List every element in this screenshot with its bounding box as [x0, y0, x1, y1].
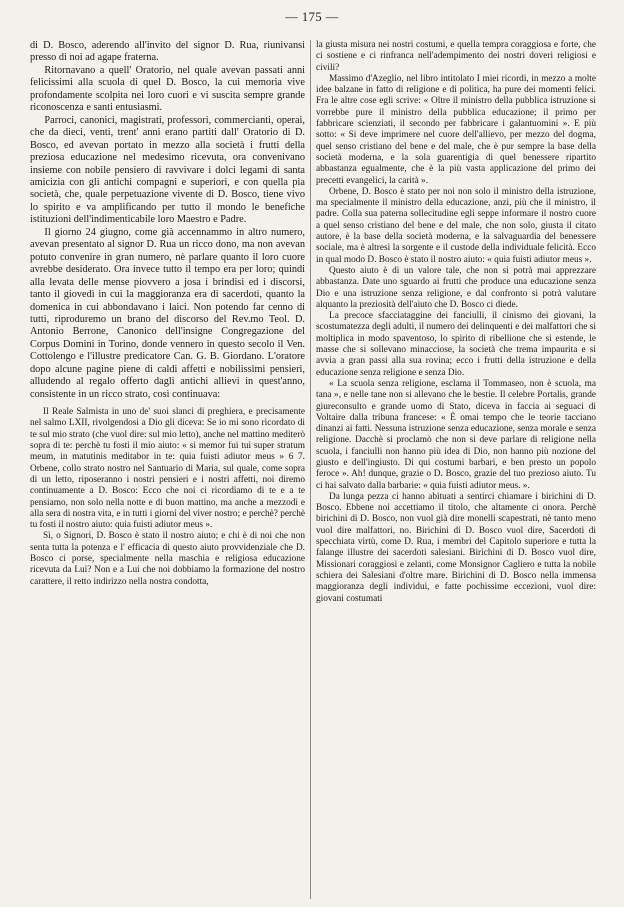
paragraph: Massimo d'Azeglio, nel libro intitolato I miei ricordi, in mezzo a molte idee balzane in fatto di religione e di politica, ha pure dei momenti felici. Fra le altre cose egli scrive: « Oltre il ministro della pubblica istruzione si vorrebbe pure il ministro della pubblica educazione; il primo per fabbricare scienziati, il secondo per fabbricare i galantuomini ». E più sotto: « Si deve imprimere nel cuore dell'allievo, per mezzo del dogma, quel senso cristiano del bene e del male, che è pur sempre la base della società moderna, e la sola guarentigia di quel benessere ripartito abbastanza egualmente, che è la più vasta applicazione del primo dei precetti evangelici, la carità ». [316, 73, 596, 186]
column-divider [310, 40, 311, 899]
paragraph: Il giorno 24 giugno, come già accennammo in altro numero, avevan presentato al signor D. Rua un ricco dono, ma non avevan potuto convenire in gran numero, nè parlare quanto il loro cuore avrebbe desiderato. Ora invece tutto il tempo era per loro; quindi alla levata delle mense piovvero a josa i brindisi ed i discorsi, tanto il giovedì in cui la maggioranza era di sacerdoti, quanto la domenica in cui abbondavano i laici. Non potendo far cenno di tutti, riproduremo un brano del discorso del Rev.mo Teol. D. Antonio Berrone, Canonico dell'insigne Congregazione del Corpus Domini in Torino, donde vennero in questo secolo il Ven. Cottolengo e l'illustre predicatore Can. G. B. Giordano. L'oratore dopo alcune pagine piene di caldi affetti e nobilissimi pensieri, alludendo al regalo offerto dagli antichi allievi in quest'anno, consistente in un ricco strato, così continuava: [30, 226, 305, 400]
paragraph: Da lunga pezza ci hanno abituati a sentirci chiamare i birichini di D. Bosco. Ebbene noi accettiamo il titolo, che altamente ci onora. Perchè birichini di D. Bosco, non vuol già dire monelli scapestrati, nè tanto meno vuol dire malfattori, no. Birichini di D. Bosco vuol dire, Sacerdoti di specchiata virtù, come D. Rua, i membri del Capitolo superiore e tutta la falange illustre dei sacerdoti salesiani. Birichini di D. Bosco vuol dire, Missionari coraggiosi e zelanti, come Monsignor Cagliero e tutta la nobile schiera dei Salesiani d'oltre mare. Birichini di D. Bosco nella immensa maggioranza degli individui, e fatte pochissime eccezioni, vuol dire: giovani costumati [316, 491, 596, 604]
paragraph: Questo aiuto è di un valore tale, che non si potrà mai apprezzare abbastanza. Date uno sguardo ai frutti che produce una educazione senza Dio e una istruzione senza religione, e dal confronto si potrà valutare alquanto la preziosità dell'aiuto che D. Bosco ci diede. [316, 265, 596, 310]
paragraph: Il Reale Salmista in uno de' suoi slanci di preghiera, e precisamente nel salmo LXII, rivolgendosi a Dio gli diceva: Se io mi sono ricordato di te sul mio strato (che vuol dire: sul mio letto), anche nel mattino mediterò sopra di te: perchè tu fosti il mio aiuto: « si memor fui tui super stratum meum, in matutinis meditabor in te: quia fuisti adiutor meus » 6 7. Orbene, collo strato nostro nel Santuario di Maria, sul quale, come sopra di un letto, riposeranno i nostri pensieri e i nostri affetti, noi diremo continuamente a D. Bosco: Ecco che noi ci ricordiamo di te e a te pensiamo, non solo nella notte e di buon mattino, ma anche a mezzodì e alla sera di nostra vita, e in tutti i giorni del viver nostro; e perchè? perchè tu fosti il nostro aiuto: quia fuisti adiutor meus ». [30, 407, 305, 531]
paragraph: Parroci, canonici, magistrati, professori, commercianti, operai, che da dieci, venti, trent' anni erano partiti dall' Oratorio di D. Bosco, ed avevan portato in mezzo alla società i frutti della preziosa educazione nel medesimo ricevuta, ora convenivano insieme con nobile pensiero di ravvivare i dolci legami di santa amicizia con gli antichi compagni e superiori, e con quella pia società, che, quale perpetuazione vivente di D. Bosco, tiene vivo lo spirito e va amplificando per tutto il mondo le benefiche istituzioni dell'indimenticabile loro Maestro e Padre. [30, 114, 305, 226]
right-text-column [316, 40, 596, 899]
paragraph: Orbene, D. Bosco è stato per noi non solo il ministro della istruzione, ma specialmente il ministro della educazione, anzi, più che il ministro, il padre. Colla sua paterna sollecitudine egli seppe informare il nostro cuore a quel senso cristiano del bene e del male, che non solo, giusta il citato autore, è la base della società moderna, e la salvaguardia del benessere sociale, ma è altresì la sorgente e il custode della individuale felicità. Ecco in qual modo D. Bosco è stato il nostro aiuto: « quia fuisti adiutor meus ». [316, 186, 596, 265]
paragraph: Ritornavano a quell' Oratorio, nel quale avevan passati anni felicissimi alla scuola di quel D. Bosco, la cui memoria vive profondamente scolpita nei loro cuori e vi suscita sempre grande riconoscenza e santi entusiasmi. [30, 64, 305, 114]
left-text-column [30, 40, 305, 899]
paragraph: « La scuola senza religione, esclama il Tommaseo, non è scuola, ma tana », e nelle tane non si allevano che le bestie. Il celebre Portalis, grande giureconsulto e grande uomo di Stato, diceva in faccia ai seguaci di Voltaire dalla tribuna francese: « È omai tempo che le teorie tacciano dinanzi ai fatti. Nessuna istruzione senza educazione, senza morale e senza religione. Dacchè si proclamò che non si deve parlare di religione nella scuola, i fanciulli non hanno più idea di Dio, non hanno più nozione del giusto e dell'ingiusto. Di qui costumi barbari, e ben presto un popolo feroce ». Ah! dunque, grazie o D. Bosco, grazie del tuo prezioso aiuto. Tu ci hai salvato dalla barbarie: « quia fuisti adiutor meus. ». [316, 378, 596, 491]
paragraph: di D. Bosco, aderendo all'invito del signor D. Rua, riunivansi presso di noi ad agape fraterna. [30, 40, 305, 64]
page-number: — 175 — [285, 10, 339, 24]
paragraph: la giusta misura nei nostri costumi, e quella tempra coraggiosa e forte, che ci sostiene e ci rinfranca nell'adempimento dei nostri doveri religiosi e civili? [316, 40, 596, 73]
paragraph: La precoce sfacciataggine dei fanciulli, il cinismo dei giovani, la scostumatezza degli adulti, il numero dei delinquenti e dei malfattori che si moltiplica in modo spaventoso, lo spirito di ribellione che si estende, le masse che si sollevano minacciose, la società che trema impaurita e si avvia a gran passi alla sua rovina; ecco i frutti della istruzione e della educazione senza religione e senza Dio. [316, 311, 596, 378]
paragraph: Sì, o Signori, D. Bosco è stato il nostro aiuto; e chi è di noi che non senta tutta la potenza e l' efficacia di questo aiuto provvidenziale che D. Bosco ci porse, specialmente nella maschia e religiosa educazione ricevuta da Lui? Non e a Lui che noi dobbiamo la formazione del nostro carattere, il retto indirizzo nella nostra condotta, [30, 531, 305, 587]
